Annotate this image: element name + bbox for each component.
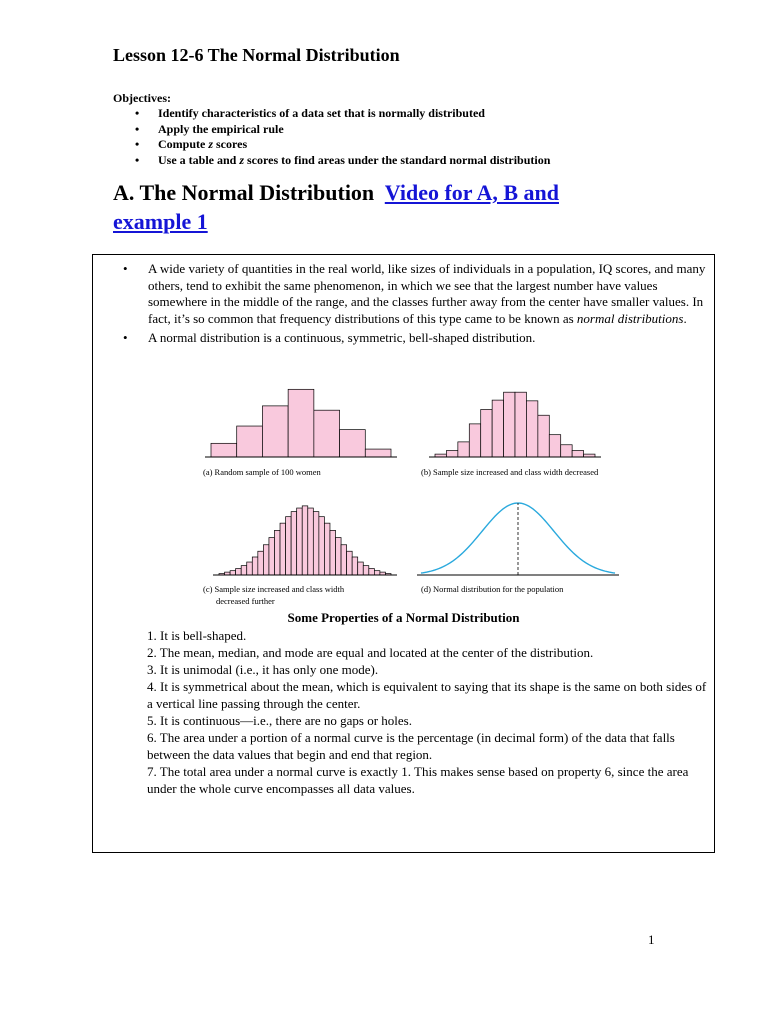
objective-item: • Identify characteristics of a data set that is normally distributed: [113, 106, 550, 122]
objective-item: • Compute z scores: [113, 137, 550, 153]
histogram-b-bar: [469, 424, 480, 457]
property-item: 1. It is bell-shaped.: [147, 628, 247, 643]
histogram-a-bar: [211, 443, 237, 457]
bullet-item: • A wide variety of quantities in the real world, like sizes of individuals in a population, IQ scores, and many others, tend to exhibit the same phenomenon, in which we see that the largest number have values somewhere in the middle of the range, and the classes further away from the center have smaller values. In fact, it’s so common that frequency distributions of this type came to be known as normal distributions.: [114, 261, 714, 327]
property-item: 6. The area under a portion of a normal curve is the percentage (in decimal form) of the data that falls between the data values that begin and end that region.: [147, 730, 675, 762]
histogram-c-bar: [291, 512, 297, 575]
caption-b: (b) Sample size increased and class width decreased: [421, 467, 599, 477]
histogram-b-bar: [492, 400, 503, 457]
histogram-c-bar: [324, 523, 330, 575]
histogram-c-bar: [263, 545, 269, 575]
histogram-c-bar: [330, 530, 336, 575]
caption-a: (a) Random sample of 100 women: [203, 467, 321, 477]
histogram-b-bar: [526, 401, 537, 457]
histogram-c-bar: [236, 569, 242, 575]
properties-list: [147, 627, 712, 797]
histogram-c-bar: [269, 538, 275, 575]
objectives-list: [113, 106, 550, 168]
histogram-b-bar: [538, 415, 549, 457]
histogram-b-bar: [572, 451, 583, 457]
property-item: 2. The mean, median, and mode are equal and located at the center of the distribution.: [147, 645, 594, 660]
histogram-a-bar: [288, 389, 314, 457]
histogram-c-bar: [230, 571, 236, 575]
histogram-b: [429, 392, 601, 457]
histogram-c-bar: [308, 508, 314, 575]
histogram-c-bar: [297, 508, 303, 575]
property-item: 4. It is symmetrical about the mean, which is equivalent to saying that its shape is the same on both sides of a vertical line passing through the center.: [147, 679, 707, 711]
histogram-c: [213, 506, 397, 575]
page-number: 1: [648, 932, 655, 947]
caption-d: (d) Normal distribution for the population: [421, 584, 564, 594]
histogram-b-bar: [515, 392, 526, 457]
histogram-b-bar: [446, 451, 457, 457]
histogram-c-bar: [374, 571, 380, 575]
histogram-a-bar: [237, 426, 263, 457]
histogram-b-bar: [481, 409, 492, 457]
property-item: 3. It is unimodal (i.e., it has only one mode).: [147, 662, 379, 677]
lesson-title: Lesson 12-6 The Normal Distribution: [113, 45, 400, 65]
histogram-a: [205, 389, 397, 457]
histogram-c-bar: [319, 517, 325, 575]
content-box: [92, 254, 715, 853]
video-link[interactable]: Video for A, B and example 1: [113, 180, 559, 234]
histogram-b-bar: [549, 435, 560, 457]
histogram-c-bar: [247, 562, 253, 575]
objectives-heading: Objectives:: [113, 91, 171, 105]
histogram-c-bar: [341, 545, 347, 575]
histogram-a-bar: [365, 449, 391, 457]
histogram-c-bar: [313, 512, 319, 575]
histogram-c-bar: [347, 551, 353, 575]
properties-heading: Some Properties of a Normal Distribution: [287, 610, 520, 625]
section-heading: [113, 178, 633, 236]
section-title: A. The Normal Distribution: [113, 180, 375, 205]
histogram-c-bar: [286, 517, 292, 575]
property-item: 5. It is continuous—i.e., there are no gaps or holes.: [147, 713, 412, 728]
normal-curve-d: [417, 503, 619, 575]
histogram-c-bar: [352, 557, 358, 575]
histogram-a-bar: [262, 406, 288, 457]
histogram-c-bar: [358, 562, 364, 575]
caption-c-line1: (c) Sample size increased and class width: [203, 584, 345, 594]
histogram-b-bar: [504, 392, 515, 457]
objective-item: • Use a table and z scores to find areas under the standard normal distribution: [113, 153, 550, 169]
histogram-c-bar: [369, 569, 375, 575]
histogram-figures: [203, 377, 653, 612]
histogram-c-bar: [336, 538, 342, 575]
histogram-b-bar: [458, 442, 469, 457]
histogram-a-bar: [314, 410, 340, 457]
histogram-c-bar: [241, 566, 247, 575]
histogram-c-bar: [280, 523, 286, 575]
histogram-c-bar: [302, 506, 308, 575]
bullet-item: • A normal distribution is a continuous, symmetric, bell-shaped distribution.: [114, 330, 714, 347]
caption-c-line2: decreased further: [216, 596, 275, 606]
histogram-c-bar: [363, 566, 369, 575]
property-item: 7. The total area under a normal curve is exactly 1. This makes sense based on property 6, since the area under the whole curve encompasses all data values.: [147, 764, 689, 796]
histogram-a-bar: [340, 430, 366, 457]
histogram-b-bar: [561, 445, 572, 457]
intro-bullets: [114, 261, 714, 350]
histogram-c-bar: [258, 551, 264, 575]
histogram-c-bar: [252, 557, 258, 575]
objective-item: • Apply the empirical rule: [113, 122, 550, 138]
histogram-c-bar: [274, 530, 280, 575]
